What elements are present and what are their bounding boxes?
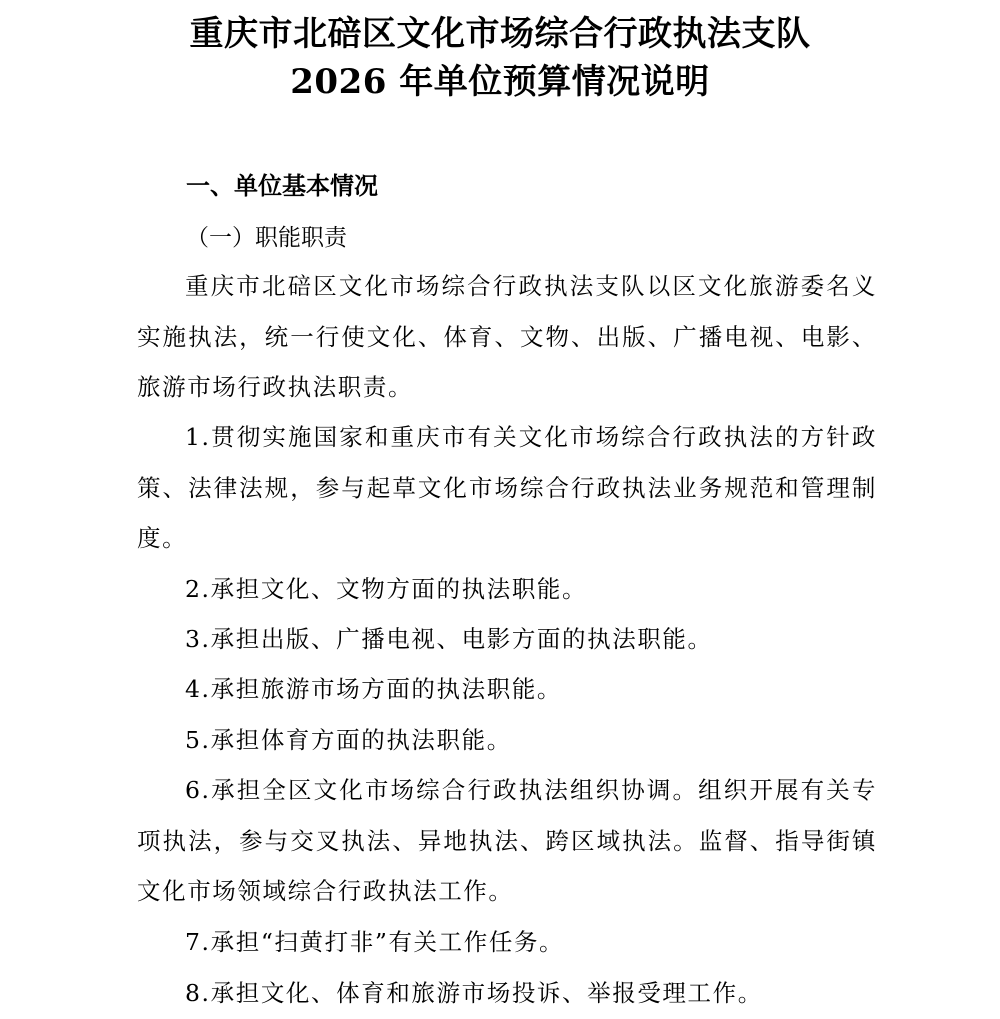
duty-item-7: 7.承担“扫黄打非”有关工作任务。 [185, 928, 565, 956]
duty-item-5: 5.承担体育方面的执法职能。 [185, 726, 512, 754]
duty-item-2: 2.承担文化、文物方面的执法职能。 [185, 575, 588, 603]
duty-item-8: 8.承担文化、体育和旅游市场投诉、举报受理工作。 [185, 979, 763, 1007]
section-heading-basic-info: 一、单位基本情况 [186, 172, 378, 200]
duty-item-4: 4.承担旅游市场方面的执法职能。 [185, 675, 563, 703]
duty-item-6: 6.承担全区文化市场综合行政执法组织协调。组织开展有关专项执法，参与交叉执法、异地执法、跨区域执法。监督、指导街镇文化市场领域综合行政执法工作。 [137, 776, 877, 905]
document-title-line1: 重庆市北碚区文化市场综合行政执法支队 [189, 14, 811, 54]
duty-item-1: 1.贯彻实施国家和重庆市有关文化市场综合行政执法的方针政策、法律法规，参与起草文化市场综合行政执法业务规范和管理制度。 [137, 423, 877, 552]
duty-item-3: 3.承担出版、广播电视、电影方面的执法职能。 [185, 625, 713, 653]
subsection-heading-duties: （一）职能职责 [186, 225, 347, 251]
document-title-line2: 2026 年单位预算情况说明 [290, 62, 710, 102]
intro-paragraph: 重庆市北碚区文化市场综合行政执法支队以区文化旅游委名义实施执法，统一行使文化、体育、文物、出版、广播电视、电影、旅游市场行政执法职责。 [137, 272, 877, 401]
